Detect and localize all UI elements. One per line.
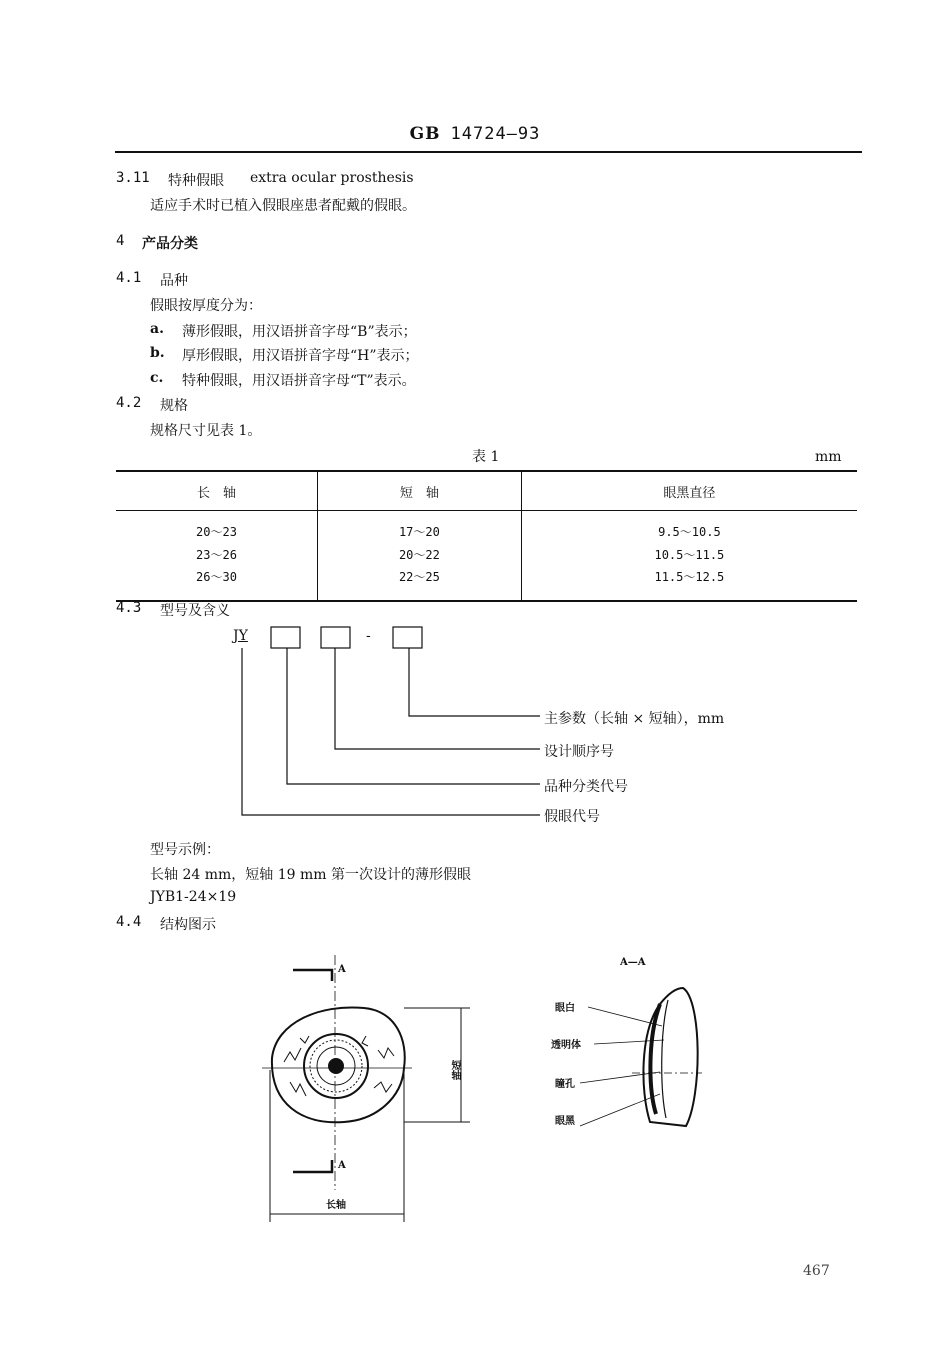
std-code: GB — [409, 124, 441, 144]
iris-outer — [304, 1034, 368, 1098]
example-title: 型号示例： — [150, 842, 220, 858]
sec-4-3-num: 4.3 — [116, 600, 142, 616]
header-iris-diameter: 眼黑直径 — [521, 471, 857, 511]
leader-line-variety — [287, 648, 540, 784]
part-label-iris: 眼黑 — [555, 1116, 575, 1127]
iris-inner — [317, 1047, 355, 1085]
code-box-sequence — [321, 627, 350, 648]
sec-4-1-title: 品种 — [160, 273, 188, 289]
part-label-pupil: 瞳孔 — [555, 1079, 575, 1090]
sec-3-11-term-en: extra ocular prosthesis — [250, 170, 414, 186]
label-main-parameter: 主参数（长轴 × 短轴），mm — [544, 711, 725, 727]
list-item-label: c. — [150, 370, 164, 386]
header-rule — [115, 151, 862, 153]
leader-line-sequence — [335, 648, 540, 749]
header-long-axis: 长 轴 — [116, 471, 317, 511]
list-item-text: 厚形假眼，用汉语拼音字母“H”表示； — [182, 348, 419, 364]
sec-4-1-num: 4.1 — [116, 270, 142, 286]
section-mark-bottom — [293, 1160, 332, 1172]
iris-diameter-values: 9.5～10.5 10.5～11.5 11.5～12.5 — [521, 511, 857, 602]
pupil — [328, 1058, 344, 1074]
code-dash: - — [366, 628, 371, 644]
sec-4-1-intro: 假眼按厚度分为： — [150, 298, 262, 314]
label-variety-code: 品种分类代号 — [544, 779, 628, 795]
section-sclera — [650, 1004, 660, 1114]
std-number: 14724—93 — [450, 124, 541, 144]
sec-3-11-definition: 适应手术时已植入假眼座患者配戴的假眼。 — [150, 198, 416, 214]
label-design-sequence: 设计顺序号 — [544, 744, 614, 760]
section-mark-label-bottom: A — [338, 1160, 346, 1171]
sec-4-3-title: 型号及含义 — [160, 603, 230, 619]
leader-line-prosthesis — [242, 648, 540, 815]
page-number: 467 — [803, 1263, 830, 1279]
long-axis-values: 20～23 23～26 26～30 — [116, 511, 317, 602]
sec-4-4-title: 结构图示 — [160, 917, 216, 933]
leader-line-parameter — [409, 648, 540, 716]
sec-4-2-text: 规格尺寸见表 1。 — [150, 423, 262, 439]
section-title: A—A — [620, 957, 646, 968]
sec-4-4-num: 4.4 — [116, 914, 142, 930]
section-clear-body — [662, 1000, 668, 1118]
long-axis-label: 长轴 — [326, 1200, 346, 1211]
header-short-axis: 短 轴 — [317, 471, 521, 511]
label-prosthesis-code: 假眼代号 — [544, 809, 600, 825]
part-label-clear-body: 透明体 — [551, 1040, 581, 1051]
sec-3-11-term-zh: 特种假眼 — [168, 173, 224, 189]
sec-4-2-num: 4.2 — [116, 395, 142, 411]
short-axis-label: 短轴 — [449, 1060, 460, 1080]
iris-pattern — [310, 1040, 362, 1092]
table-caption: 表 1 — [472, 449, 500, 465]
example-code: JYB1-24×19 — [150, 889, 237, 905]
code-box-variety — [271, 627, 300, 648]
example-desc: 长轴 24 mm，短轴 19 mm 第一次设计的薄形假眼 — [150, 867, 471, 883]
sec-3-11-num: 3.11 — [116, 170, 150, 186]
leader-sclera — [588, 1007, 662, 1026]
table-unit: mm — [815, 449, 842, 465]
spec-table — [116, 470, 857, 602]
blood-vessels — [284, 1036, 394, 1096]
code-prefix: JY — [233, 628, 248, 644]
sec-4-2-title: 规格 — [160, 398, 188, 414]
part-label-sclera: 眼白 — [555, 1003, 575, 1014]
short-axis-values: 17～20 20～22 22～25 — [317, 511, 521, 602]
code-box-parameter — [393, 627, 422, 648]
leader-clear-body — [594, 1040, 664, 1044]
table-header-row — [116, 471, 857, 511]
list-item-label: b. — [150, 345, 165, 361]
eye-outline — [272, 1007, 405, 1122]
section-outline — [643, 988, 697, 1126]
table-row — [116, 511, 857, 602]
list-item-label: a. — [150, 321, 164, 337]
sec-4-num: 4 — [116, 233, 125, 249]
leader-iris — [580, 1094, 660, 1126]
leader-pupil — [580, 1072, 660, 1083]
section-mark-top — [293, 970, 332, 981]
list-item-text: 薄形假眼，用汉语拼音字母“B”表示； — [182, 324, 417, 340]
standard-header — [0, 124, 950, 144]
section-mark-label-top: A — [338, 964, 346, 975]
sec-4-title: 产品分类 — [142, 236, 198, 252]
list-item-text: 特种假眼，用汉语拼音字母“T”表示。 — [182, 373, 416, 389]
